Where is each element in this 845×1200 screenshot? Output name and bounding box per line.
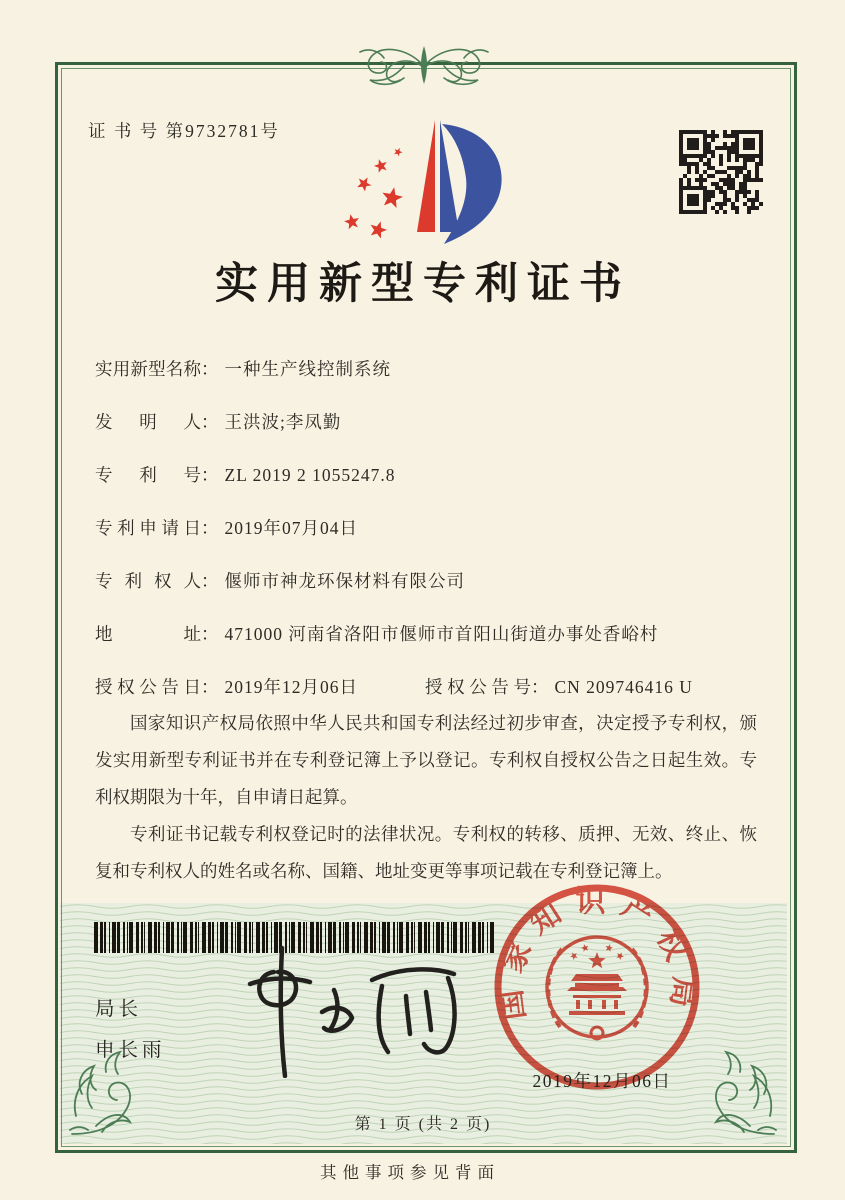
colon: ： <box>201 571 219 591</box>
colon: ： <box>201 465 219 485</box>
field-row-grant <box>95 674 785 699</box>
colon: ： <box>201 518 219 538</box>
colon: ： <box>531 677 549 697</box>
handwritten-signature-icon <box>222 938 472 1083</box>
field-label: 专利申请日 <box>95 518 201 538</box>
seal-text: 国家知识产权局 <box>493 885 701 1022</box>
certificate-title: 实用新型专利证书 <box>215 261 631 308</box>
field-value: 偃师市神龙环保材料有限公司 <box>224 571 465 591</box>
legal-text <box>95 705 757 890</box>
field-value: 2019年12月06日 <box>224 677 358 697</box>
field-row-patent-number <box>95 462 785 487</box>
field-label: 专利权人 <box>95 571 201 591</box>
field-row-grant-number <box>425 674 693 699</box>
field-label: 发明人 <box>95 412 201 432</box>
officer-name: 申长雨 <box>95 1040 166 1061</box>
field-row-address <box>95 621 785 646</box>
legal-paragraph-1: 国家知识产权局依照中华人民共和国专利法经过初步审查，决定授予专利权，颁发实用新型专利证书并在专利登记簿上予以登记。专利权自授权公告之日起生效。专利权期限为十年，自申请日起算。 <box>95 713 757 807</box>
field-label: 专利号 <box>95 465 201 485</box>
qr-code-icon <box>677 128 765 221</box>
colon: ： <box>201 412 219 432</box>
seal-date: 2019年12月06日 <box>532 1071 672 1091</box>
field-value: CN 209746416 U <box>554 677 693 697</box>
field-label: 实用新型名称 <box>95 359 201 379</box>
field-value: 王洪波;李凤勤 <box>224 412 342 432</box>
officer-position: 局长 <box>95 999 143 1020</box>
colon: ： <box>201 624 219 644</box>
field-value: ZL 2019 2 1055247.8 <box>224 465 396 485</box>
field-row-filing-date <box>95 515 785 540</box>
page-number: 第 1 页 (共 2 页) <box>354 1116 492 1133</box>
field-value: 471000 河南省洛阳市偃师市首阳山街道办事处香峪村 <box>224 624 659 644</box>
top-flourish-ornament-icon <box>334 36 514 97</box>
legal-paragraph-2: 专利证书记载专利权登记时的法律状况。专利权的转移、质押、无效、终止、恢复和专利权人的姓名或名称、国籍、地址变更等事项记载在专利登记簿上。 <box>95 824 757 881</box>
field-label: 授权公告日 <box>95 677 201 697</box>
colon: ： <box>201 677 219 697</box>
field-row-patentee <box>95 568 785 593</box>
field-row-name <box>95 356 785 381</box>
field-value: 一种生产线控制系统 <box>224 359 391 379</box>
back-note: 其他事项参见背面 <box>320 1163 500 1182</box>
cnipa-logo-icon <box>334 110 526 257</box>
colon: ： <box>201 359 219 379</box>
national-emblem <box>547 937 647 1039</box>
field-label: 地址 <box>95 624 201 644</box>
field-value: 2019年07月04日 <box>224 518 358 538</box>
field-label: 授权公告号 <box>425 677 531 697</box>
certificate-number: 证 书 号 第9732781号 <box>88 121 280 141</box>
field-row-inventor <box>95 409 785 434</box>
